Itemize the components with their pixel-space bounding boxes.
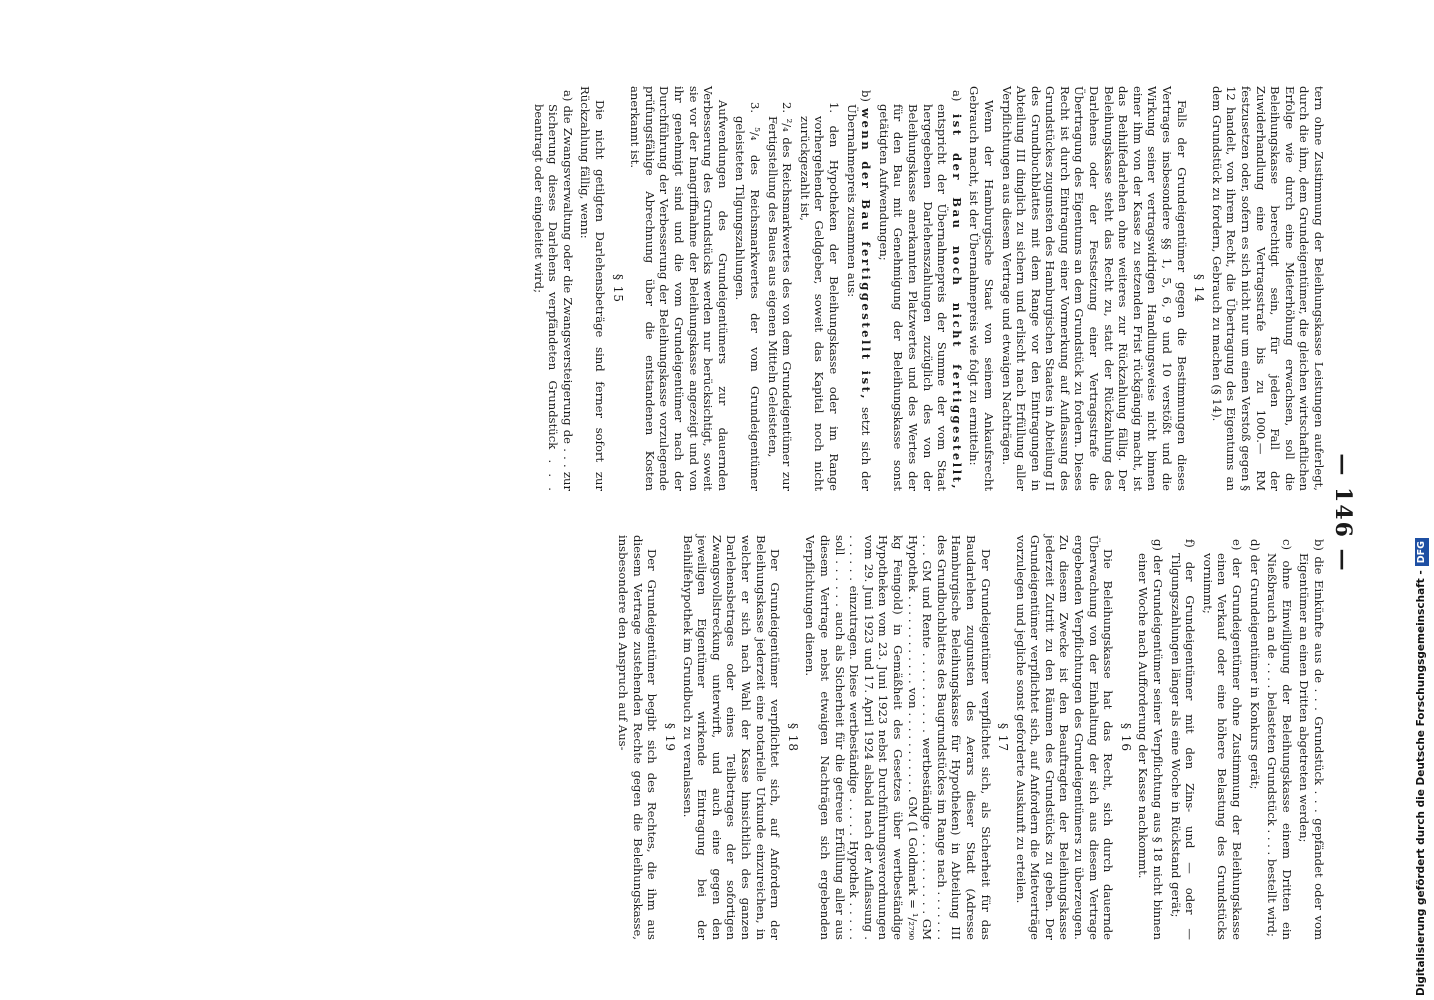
paragraph: Aufwendungen des Grundeigentümers zur dauernden Verbesserung des Grundstücks werden nur berücksichtigt, soweit sie vor der Inangriffnahme der Beleihungskasse angezeigt und von ihr genehmigt sind und die vom Grundeigentümer nach der Durchführung der Verbesserung der Beleihungskasse vorzulegende prüfungsfähige Abrechnung über die entstandenen Kosten anerkannt ist. xyxy=(628,86,730,491)
item-label: 3. xyxy=(748,102,763,114)
paragraph: Wenn der Hamburgische Staat von seinem Ankaufsrecht Gebrauch macht, ist der Übernahmepreis wie folgt zu ermitteln: xyxy=(967,86,996,491)
paragraph: Der Grundeigentümer verpflichtet sich, auf Anfordern der Beleihungskasse jederzeit eine notarielle Urkunde einzureichen, in welcher er sich nach Wahl der Kasse hinsichtlich des ganzen Darlehensbetrages oder eines Teilbetrages der sofortigen Zwangsvollstreckung unterwirft, und auch eine gegen den jeweiligen Eigentümer wirkende Eintragung bei der Beihilfehypothek im Grundbuch zu veranlassen. xyxy=(680,535,783,940)
numbered-subitem xyxy=(733,86,762,491)
item-label: f) xyxy=(1183,539,1198,548)
lettered-item xyxy=(876,86,964,491)
paragraph: Die nicht getilgten Darlehensbeträge sind ferner sofort zur Rückzahlung fällig, wenn: xyxy=(578,86,608,491)
section-heading: § 16 xyxy=(1118,722,1133,753)
item-text: ohne Einwilligung der Beleihungskasse einem Dritten ein Nießbrauch an de . . . . belasteten Grundstück . . . . bestellt wird; xyxy=(1265,553,1294,940)
item-label: b) xyxy=(1312,539,1326,551)
section-heading: § 17 xyxy=(996,722,1011,753)
lettered-item xyxy=(1200,535,1244,940)
item-label: a) xyxy=(560,90,575,102)
item-text: den Hypotheken der Beleihungskasse oder im Range vorhergehender Geldgeber, soweit das Kapital noch nicht zurückgezahlt ist, xyxy=(797,116,841,491)
section-heading: § 19 xyxy=(663,722,678,753)
paragraph: Falls der Grundeigentümer gegen die Bestimmungen dieses Vertrages insbesondere §§ 1, 5, 6, 9 und 10 verstößt und die Wirkung seiner vertragswidrigen Handlungsweise nicht binnen einer ihm von der Kasse zu setzenden Frist rückgängig macht, ist das Beihilfedarlehen ohne weiteres zur Rückzahlung fällig. Der Beleihungskasse steht das Recht zu, statt der Rückzahlung des Darlehens oder der Festsetzung einer Vertragsstrafe die Übertragung des Eigentums an dem Grundstück zu fordern. Dieses Recht ist durch Eintragung einer Vormerkung auf Auflassung des Grundstückes zugunsten des Hamburgischen Staates in Abteilung II des Grundbuchblattes mit dem Range vor den Eintragungen in Abteilung III dinglich zu sichern und erlischt nach Erfüllung aller Verpflichtungen aus diesem Vertrage und etwaigen Nachträgen. xyxy=(999,86,1189,491)
numbered-subitem xyxy=(765,86,794,491)
document-page xyxy=(76,78,1366,948)
item-label: a) xyxy=(949,90,964,102)
item-text: ⁵/₄ des Reichsmarkwertes der vom Grundeigentümer geleisteten Tilgungszahlungen. xyxy=(733,116,763,491)
lettered-item xyxy=(531,86,575,491)
page-number: — 146 — xyxy=(1330,453,1356,573)
lettered-item xyxy=(1247,535,1262,940)
right-column xyxy=(96,535,1326,940)
item-text: die Einkünfte aus de . . . Grundstück . . . gepfändet oder vom Eigentümer an einen Dritten abgetreten werden; xyxy=(1297,553,1326,940)
item-text: die Zwangsverwaltung oder die Zwangsversteigerung de . . . zur Sicherung dieses Darlehens verpfändeten Grundstück . . . beantragt oder eingeleitet wird; xyxy=(531,104,575,491)
item-text: der Grundeigentümer seiner Verpflichtung aus § 18 nicht binnen einer Woche nach Aufforderung der Kasse nachkommt. xyxy=(1136,553,1166,940)
item-text: ²/₄ des Reichsmarkwertes des von dem Grundeigentümer zur Fertigstellung des Baues aus eigenen Mitteln Geleisteten, xyxy=(765,116,795,492)
item-text: der Grundeigentümer ohne Zustimmung der Beleihungskasse einen Verkauf oder eine höhere Belastung des Grundstücks vornimmt; xyxy=(1200,553,1245,940)
item-label: b) xyxy=(859,90,874,102)
item-text: der Grundeigentümer in Konkurs gerät; xyxy=(1247,554,1262,790)
item-text: der Grundeigentümer mit den Zins- und — oder — Tilgungszahlungen länger als eine Woche in Rückstand gerät; xyxy=(1168,553,1198,940)
lettered-item xyxy=(1297,535,1326,940)
section-heading: § 15 xyxy=(610,273,625,304)
item-label: c) xyxy=(1279,539,1294,551)
paragraph: tern ohne Zustimmung der Beleihungskasse Leistungen auferlegt, durch die ihm, dem Grundeigentümer, die gleichen wirtschaftlichen Erfolge wie durch eine Mieterhöhung erwachsen, soll die Beleihungskasse berechtigt sein, für jeden Fall der Zuwiderhandlung eine Vertragsstrafe bis zu 1000.— RM festzusetzen oder, sofern es sich nicht nur um einen Verstoß gegen § 12 handelt, von ihrem Recht, die Übertragung des Eigentums an dem Grundstück zu fordern, Gebrauch zu machen (§ 14). xyxy=(1209,86,1326,491)
item-label: g) xyxy=(1151,539,1166,551)
lettered-item xyxy=(844,86,873,491)
paragraph: Die Beleihungskasse hat das Recht, sich durch dauernde Überwachung von der Einhaltung der sich aus diesem Vertrage ergebenden Verpflichtungen des Grundeigentümers zu überzeugen. Zu diesem Zwecke ist den Beauftragten der Beleihungskasse jederzeit Zutritt zu den Räumen des Grundstücks zu geben. Der Grundeigentümer verpflichtet sich, auf Anfordern die Mietverträge vorzulegen und jegliche sonst geforderte Auskunft zu erteilen. xyxy=(1013,535,1116,940)
spaced-emphasis: ist der Bau noch nicht fertiggestellt, xyxy=(949,113,964,491)
dfg-logo-badge: DFG xyxy=(1415,538,1429,566)
item-label: e) xyxy=(1230,539,1245,551)
lettered-item xyxy=(1168,535,1197,940)
numbered-subitem xyxy=(797,86,841,491)
section-heading: § 14 xyxy=(1192,273,1207,304)
paragraph: Der Grundeigentümer verpflichtet sich, als Sicherheit für das Baudarlehen zugunsten des Aerars dieser Stadt (Adresse Hamburgische Beleihungskasse für Hypotheken) in Abteilung III des Grundbuchblattes des Baugrundstückes im Range nach . . . . . . . . . . GM und Rente . . . . . . . . . . wertbeständige . . . . . . . . . . GM Hypothek . . . . . . . . . . . . von . . . . . . . . . . . GM (1 Goldmark = ¹/₂₇₉₀ kg Feingold) in Gemäßheit des Gesetzes über wertbeständige Hypotheken vom 23. Juni 1923 nebst Durchführungsverordnungen vom 29. Juni 1923 und 17. April 1924 alsbald nach der Auflassung . . . . . . . einzutragen. Diese wertbeständige . . . . . Hypothek . . . . . soll . . . . . . auch als Sicherheit für die getreue Erfüllung aller aus diesem Vertrage nebst etwaigen Nachträgen sich ergebenden Verpflichtungen dienen. xyxy=(803,535,993,940)
paragraph: Der Grundeigentümer begibt sich des Rechtes, die ihm aus diesem Vertrage zustehenden Rechte gegen die Beleihungskasse, insbesondere den Anspruch auf Aus- xyxy=(616,535,660,940)
spaced-emphasis: wenn der Bau fertiggestellt ist, xyxy=(859,108,874,401)
credit-text: Digitalisierung gefördert durch die Deutsche Forschungsgemeinschaft - xyxy=(1415,570,1427,996)
item-text: setzt sich der Übernahmepreis zusammen aus: xyxy=(844,104,874,491)
section-heading: § 18 xyxy=(785,722,800,753)
item-label: 1. xyxy=(827,102,841,114)
lettered-item xyxy=(1265,535,1294,940)
item-text: entspricht der Übernahmepreis der Summe der vom Staat hergegebenen Darlehenszahlungen zuzüglich des von der Beleihungskasse anerkannten Platzwertes und des Wertes der für den Bau mit Genehmigung der Beleihungskasse sonst getätigten Aufwendungen; xyxy=(876,104,950,491)
digitization-credit xyxy=(1412,6,1430,996)
item-label: 2. xyxy=(780,102,795,114)
lettered-item xyxy=(1136,535,1165,940)
item-label: d) xyxy=(1247,539,1262,551)
text-columns xyxy=(96,86,1326,940)
left-column xyxy=(96,86,1326,491)
